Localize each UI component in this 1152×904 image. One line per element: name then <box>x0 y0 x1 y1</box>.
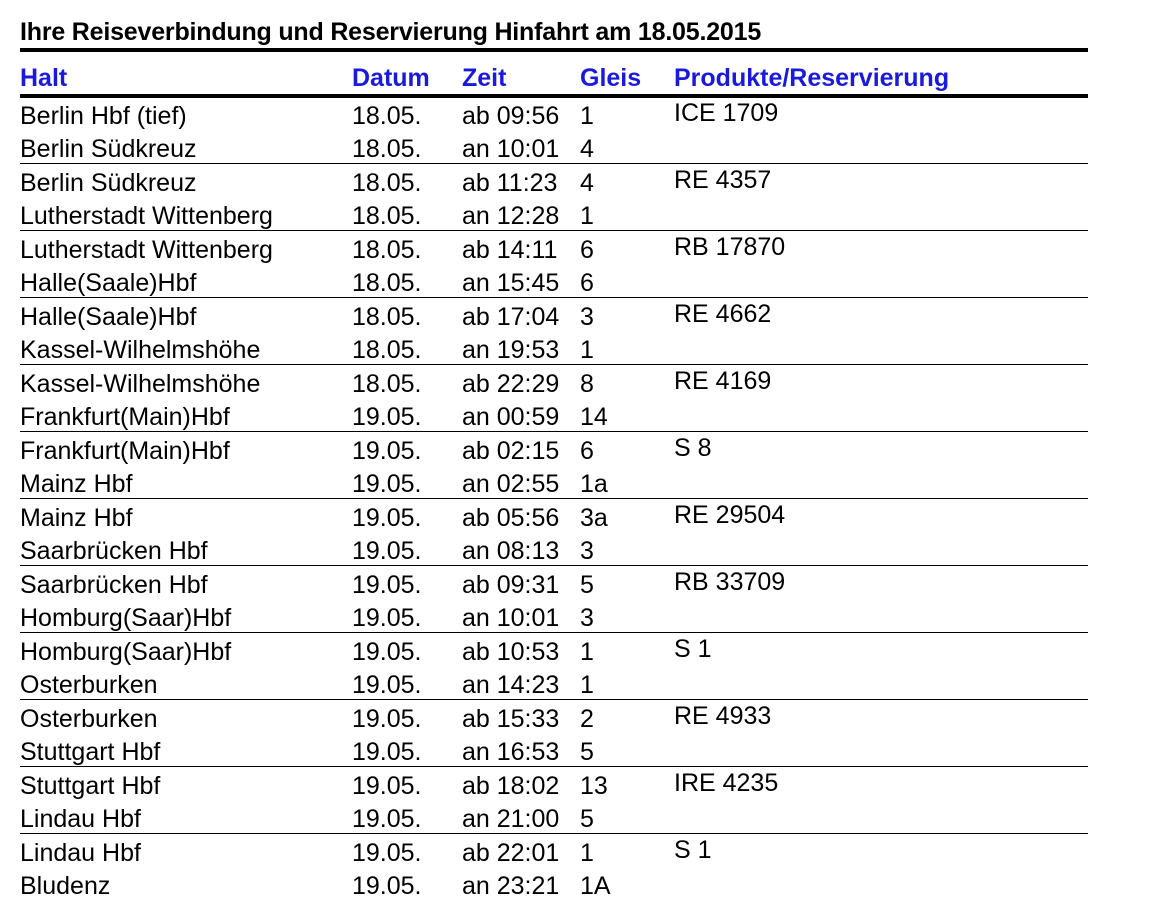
datum-cell: 19.05. <box>352 571 422 599</box>
departure-row <box>0 435 1152 467</box>
zeit-cell: an 02:55 <box>462 470 560 498</box>
datum-cell: 18.05. <box>352 336 422 364</box>
segment-divider <box>20 498 1088 499</box>
segment-divider <box>20 431 1088 432</box>
zeit-cell: ab 02:15 <box>462 437 560 465</box>
datum-cell: 18.05. <box>352 202 422 230</box>
zeit-cell: ab 05:56 <box>462 504 560 532</box>
datum-cell: 18.05. <box>352 236 422 264</box>
datum-cell: 18.05. <box>352 135 422 163</box>
segment-divider <box>20 565 1088 566</box>
connection-segment <box>0 837 1152 904</box>
connection-segment <box>0 368 1152 435</box>
arrival-row <box>0 468 1152 500</box>
segment-divider <box>20 833 1088 834</box>
product-cell: S 1 <box>674 635 712 663</box>
product-cell: S 1 <box>674 836 712 864</box>
departure-row <box>0 234 1152 266</box>
halt-cell: Berlin Südkreuz <box>20 169 197 197</box>
zeit-cell: an 10:01 <box>462 135 560 163</box>
zeit-cell: ab 10:53 <box>462 638 560 666</box>
segment-divider <box>20 699 1088 700</box>
connection-segment <box>0 100 1152 167</box>
datum-cell: 18.05. <box>352 303 422 331</box>
gleis-cell: 5 <box>580 805 594 833</box>
departure-row <box>0 837 1152 869</box>
halt-cell: Lutherstadt Wittenberg <box>20 202 273 230</box>
gleis-cell: 6 <box>580 269 594 297</box>
gleis-cell: 1 <box>580 839 594 867</box>
zeit-cell: ab 09:31 <box>462 571 560 599</box>
segment-divider <box>20 297 1088 298</box>
zeit-cell: an 00:59 <box>462 403 560 431</box>
arrival-row <box>0 669 1152 701</box>
departure-row <box>0 301 1152 333</box>
gleis-cell: 1a <box>580 470 608 498</box>
zeit-cell: an 16:53 <box>462 738 560 766</box>
title-rule <box>20 48 1088 52</box>
zeit-cell: ab 15:33 <box>462 705 560 733</box>
gleis-cell: 3 <box>580 604 594 632</box>
product-cell: RE 29504 <box>674 501 786 529</box>
halt-cell: Bludenz <box>20 872 111 900</box>
connection-segment <box>0 569 1152 636</box>
gleis-cell: 1 <box>580 336 594 364</box>
gleis-cell: 4 <box>580 169 594 197</box>
header-halt: Halt <box>20 64 68 92</box>
departure-row <box>0 636 1152 668</box>
gleis-cell: 1 <box>580 638 594 666</box>
halt-cell: Frankfurt(Main)Hbf <box>20 403 230 431</box>
gleis-cell: 3 <box>580 537 594 565</box>
arrival-row <box>0 334 1152 366</box>
datum-cell: 19.05. <box>352 504 422 532</box>
gleis-cell: 3 <box>580 303 594 331</box>
zeit-cell: an 14:23 <box>462 671 560 699</box>
datum-cell: 18.05. <box>352 269 422 297</box>
departure-row <box>0 770 1152 802</box>
datum-cell: 19.05. <box>352 437 422 465</box>
arrival-row <box>0 870 1152 902</box>
product-cell: RE 4662 <box>674 300 772 328</box>
header-datum: Datum <box>352 64 430 92</box>
halt-cell: Stuttgart Hbf <box>20 738 161 766</box>
zeit-cell: ab 17:04 <box>462 303 560 331</box>
connection-segment <box>0 234 1152 301</box>
halt-cell: Lindau Hbf <box>20 805 141 833</box>
product-cell: ICE 1709 <box>674 99 779 127</box>
header-gleis: Gleis <box>580 64 642 92</box>
zeit-cell: ab 22:01 <box>462 839 560 867</box>
arrival-row <box>0 535 1152 567</box>
gleis-cell: 5 <box>580 571 594 599</box>
connection-segment <box>0 636 1152 703</box>
datum-cell: 19.05. <box>352 470 422 498</box>
zeit-cell: an 19:53 <box>462 336 560 364</box>
datum-cell: 19.05. <box>352 872 422 900</box>
halt-cell: Mainz Hbf <box>20 470 133 498</box>
gleis-cell: 6 <box>580 236 594 264</box>
arrival-row <box>0 736 1152 768</box>
product-cell: S 8 <box>674 434 712 462</box>
gleis-cell: 6 <box>580 437 594 465</box>
arrival-row <box>0 602 1152 634</box>
datum-cell: 19.05. <box>352 738 422 766</box>
gleis-cell: 2 <box>580 705 594 733</box>
connection-segment <box>0 703 1152 770</box>
connection-segment <box>0 301 1152 368</box>
halt-cell: Homburg(Saar)Hbf <box>20 604 232 632</box>
gleis-cell: 4 <box>580 135 594 163</box>
zeit-cell: ab 09:56 <box>462 102 560 130</box>
arrival-row <box>0 401 1152 433</box>
segment-divider <box>20 632 1088 633</box>
zeit-cell: an 23:21 <box>462 872 560 900</box>
halt-cell: Kassel-Wilhelmshöhe <box>20 336 261 364</box>
halt-cell: Berlin Südkreuz <box>20 135 197 163</box>
zeit-cell: ab 18:02 <box>462 772 560 800</box>
datum-cell: 18.05. <box>352 169 422 197</box>
zeit-cell: ab 14:11 <box>462 236 558 264</box>
zeit-cell: an 12:28 <box>462 202 560 230</box>
halt-cell: Saarbrücken Hbf <box>20 537 208 565</box>
halt-cell: Berlin Hbf (tief) <box>20 102 187 130</box>
departure-row <box>0 502 1152 534</box>
departure-row <box>0 167 1152 199</box>
gleis-cell: 14 <box>580 403 608 431</box>
zeit-cell: an 21:00 <box>462 805 560 833</box>
halt-cell: Halle(Saale)Hbf <box>20 303 197 331</box>
datum-cell: 19.05. <box>352 805 422 833</box>
header-zeit: Zeit <box>462 64 507 92</box>
table-header <box>0 62 1152 94</box>
datum-cell: 19.05. <box>352 839 422 867</box>
halt-cell: Osterburken <box>20 705 158 733</box>
product-cell: RE 4357 <box>674 166 772 194</box>
zeit-cell: ab 22:29 <box>462 370 560 398</box>
arrival-row <box>0 200 1152 232</box>
halt-cell: Kassel-Wilhelmshöhe <box>20 370 261 398</box>
halt-cell: Stuttgart Hbf <box>20 772 161 800</box>
halt-cell: Osterburken <box>20 671 158 699</box>
header-rule <box>20 94 1088 98</box>
segment-divider <box>20 230 1088 231</box>
gleis-cell: 8 <box>580 370 594 398</box>
zeit-cell: an 10:01 <box>462 604 560 632</box>
arrival-row <box>0 133 1152 165</box>
halt-cell: Saarbrücken Hbf <box>20 571 208 599</box>
segment-divider <box>20 163 1088 164</box>
departure-row <box>0 703 1152 735</box>
datum-cell: 19.05. <box>352 403 422 431</box>
header-produkte: Produkte/Reservierung <box>674 64 950 92</box>
datum-cell: 18.05. <box>352 102 422 130</box>
datum-cell: 19.05. <box>352 537 422 565</box>
zeit-cell: ab 11:23 <box>462 169 558 197</box>
departure-row <box>0 100 1152 132</box>
product-cell: RB 17870 <box>674 233 786 261</box>
zeit-cell: an 08:13 <box>462 537 560 565</box>
page-title: Ihre Reiseverbindung und Reservierung Hinfahrt am 18.05.2015 <box>20 18 762 46</box>
halt-cell: Homburg(Saar)Hbf <box>20 638 232 666</box>
gleis-cell: 1A <box>580 872 611 900</box>
gleis-cell: 1 <box>580 202 594 230</box>
gleis-cell: 1 <box>580 671 594 699</box>
gleis-cell: 13 <box>580 772 608 800</box>
arrival-row <box>0 267 1152 299</box>
gleis-cell: 5 <box>580 738 594 766</box>
departure-row <box>0 368 1152 400</box>
arrival-row <box>0 803 1152 835</box>
product-cell: IRE 4235 <box>674 769 779 797</box>
gleis-cell: 3a <box>580 504 608 532</box>
segment-divider <box>20 766 1088 767</box>
departure-row <box>0 569 1152 601</box>
halt-cell: Lutherstadt Wittenberg <box>20 236 273 264</box>
product-cell: RE 4169 <box>674 367 772 395</box>
zeit-cell: an 15:45 <box>462 269 560 297</box>
datum-cell: 19.05. <box>352 705 422 733</box>
connection-segment <box>0 435 1152 502</box>
datum-cell: 19.05. <box>352 671 422 699</box>
connection-segment <box>0 502 1152 569</box>
datum-cell: 19.05. <box>352 638 422 666</box>
segment-divider <box>20 364 1088 365</box>
halt-cell: Mainz Hbf <box>20 504 133 532</box>
datum-cell: 18.05. <box>352 370 422 398</box>
halt-cell: Halle(Saale)Hbf <box>20 269 197 297</box>
connection-segment <box>0 770 1152 837</box>
gleis-cell: 1 <box>580 102 594 130</box>
halt-cell: Lindau Hbf <box>20 839 141 867</box>
datum-cell: 19.05. <box>352 772 422 800</box>
connection-segment <box>0 167 1152 234</box>
product-cell: RB 33709 <box>674 568 786 596</box>
datum-cell: 19.05. <box>352 604 422 632</box>
product-cell: RE 4933 <box>674 702 772 730</box>
halt-cell: Frankfurt(Main)Hbf <box>20 437 230 465</box>
